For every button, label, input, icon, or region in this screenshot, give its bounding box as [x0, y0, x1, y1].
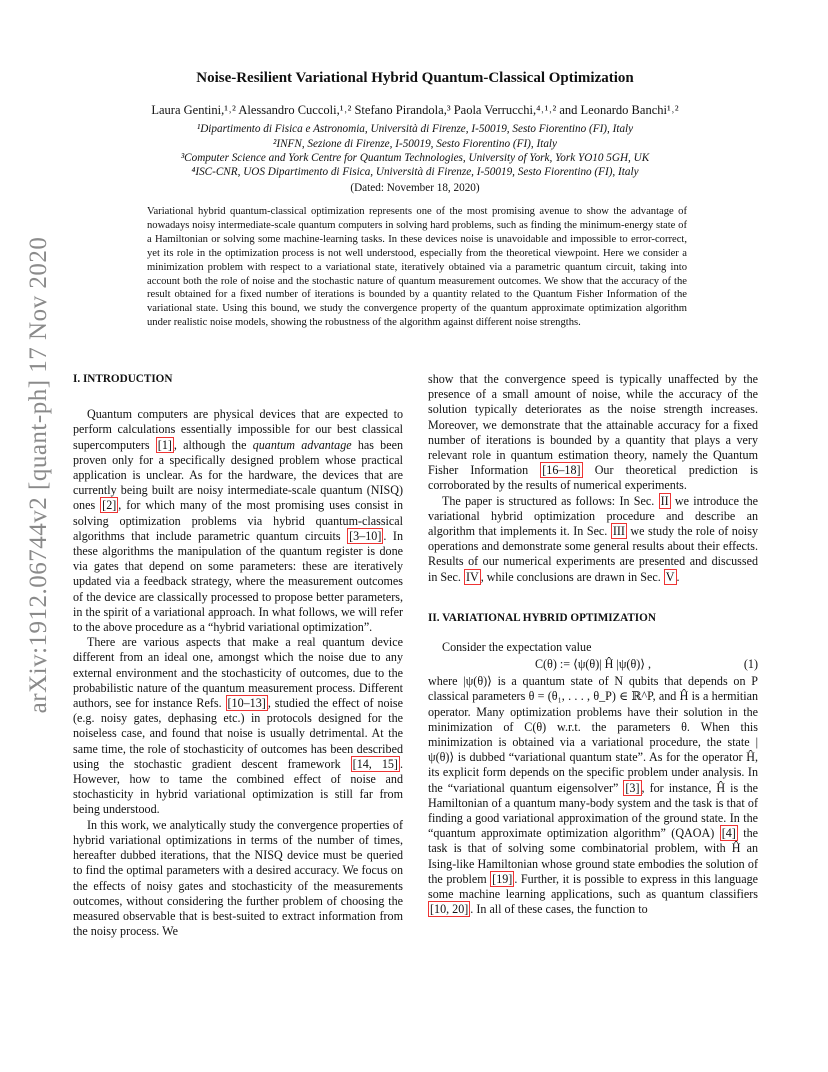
citation-link[interactable]: [1] — [157, 437, 172, 452]
intro-paragraph-1: Quantum computers are physical devices that are expected to perform calculations essentially impossible for our best classical supercomputers [1] , although the quantum advantage has been proven only for a specifically designed problem whose practical application is unclear. As for the hardware, the devices that are currently being built are noisy intermediate-scale quantum (NISQ) ones [2] , for which many of the most promising uses consist in solving optimization problems via hybrid quantum-classical algorithms that include parametric quantum circuits [3–10] . In these algorithms the manipulation of the quantum register is done via gates that depend on some parameters: these are iteratively updated via a feedback strategy, where the measurement outcomes of the device are classically processed to propose better parameters, in the spirit of a variational approach. In what follows, we will refer to the above procedure as a “hybrid variational optimization”. — [73, 407, 403, 635]
right-column — [428, 372, 758, 918]
section-link[interactable]: II — [660, 493, 669, 508]
section-heading-variational: II. VARIATIONAL HYBRID OPTIMIZATION — [428, 611, 656, 624]
left-column — [73, 372, 403, 939]
citation-link[interactable]: [14, 15] — [352, 756, 398, 771]
intro-paragraph-3: In this work, we analytically study the convergence properties of hybrid variational optimizations in terms of the number of times, hereafter dubbed iterations, that the NISQ device must be queried to find the optimal parameters with a desired accuracy. We focus on the effects of noisy gates and stochasticity of the measurements outcomes, without considering the further problem of choosing the measured observable that is best-suited to extract information from the noisy process. We — [73, 817, 403, 939]
citation-link[interactable]: [10, 20] — [430, 902, 469, 917]
citation-link[interactable]: [16–18] — [542, 463, 581, 478]
affiliation-3: ³Computer Science and York Centre for Quantum Technologies, University of York, York YO10 5GH, UK — [180, 152, 650, 164]
affiliation-4: ⁴ISC-CNR, UOS Dipartimento di Fisica, Università di Firenze, I-50019, Sesto Fiorentino (FI), Italy — [191, 166, 639, 178]
equation-number: (1) — [743, 657, 758, 672]
citation-link[interactable]: [2] — [102, 498, 117, 513]
section-link[interactable]: V — [665, 569, 675, 584]
section-heading-introduction: I. INTRODUCTION — [73, 373, 173, 385]
intro-paragraph-4: show that the convergence speed is typically unaffected by the presence of a small amount of noise, while the accuracy of the solution typically deteriorates as the noise strength increases. Moreover, we demonstrate that the attainable accuracy for a fixed number of iterations is bounded by a quantity that plays a very relevant role in quantum estimation theory, namely the Quantum Fisher Information [16–18] Our theoretical prediction is corroborated by the results of numerical experiments. — [428, 372, 759, 493]
abstract: Variational hybrid quantum-classical optimization represents one of the most promising avenue to show the advantage of nowadays noisy intermediate-scale quantum computers in solving hard problems, such as finding the minimum-energy state of a Hamiltonian or solving some machine-learning tasks. In these devices noise is unavoidable and impossible to error-correct, yet its role in the optimization process is not well understood, especially from the theoretical viewpoint. Here we consider a minimization problem with respect to a variational state, iteratively obtained via a parametric quantum circuit, taking into account both the role of noise and the stochastic nature of quantum measurement outcomes. We show that the accuracy of the result obtained for a fixed number of iterations is bounded by a quantity related to the Quantum Fisher Information of the variational state. Using this bound, we study the convergence property of the quantum approximate optimization algorithm under realistic noise models, showing the robustness of the algorithm against different noise strengths. — [147, 206, 687, 329]
citation-link[interactable]: [3–10] — [349, 528, 382, 543]
date-line: (Dated: November 18, 2020) — [350, 182, 480, 194]
section2-paragraph-1: Consider the expectation value — [442, 640, 592, 655]
equation-body: C(θ) := ⟨ψ(θ)| Ĥ |ψ(θ)⟩ , — [534, 657, 652, 672]
citation-link[interactable]: [3] — [625, 780, 640, 795]
arxiv-identifier: arXiv:1912.06744v2 [quant-ph] 17 Nov 2020 — [25, 236, 52, 714]
section2-paragraph-2: where |ψ(θ)⟩ is a quantum state of N qubits that depends on P classical parameters θ = (θ₁, . . . , θ_P) ∈ ℝ^P, and Ĥ is a hermitian operator. Many optimization problems have their solution in the minimization of C(θ) w.r.t. the parameters θ. When this minimization is obtained via a variational procedure, the state |ψ(θ)⟩ is dubbed “variational quantum state”. As for the operator Ĥ, its explicit form depends on the specific problem under analysis. In the “variational quantum eigensolver” [3] , for instance, Ĥ is the Hamiltonian of a quantum many-body system and the task is that of finding a good variational approximation of the ground state. In the “quantum approximate optimization algorithm” (QAOA) [4] the task is that of solving some combinatorial problem, with Ĥ an Ising-like Hamiltonian whose ground state embodies the solution of the problem [19] . Further, it is possible to express in this language some machine learning applications, such as quantum classifiers [10, 20] . In all of these cases, the function to — [428, 674, 759, 917]
citation-link[interactable]: [10–13] — [227, 696, 266, 711]
section-link[interactable]: III — [612, 524, 625, 539]
citation-link[interactable]: [4] — [721, 826, 736, 841]
citation-link[interactable]: [19] — [492, 871, 513, 886]
author-list: Laura Gentini,¹˒² Alessandro Cuccoli,¹˒² Stefano Pirandola,³ Paola Verrucchi,⁴˒¹˒² and Leonardo Banchi¹˒² — [151, 103, 679, 117]
equation-1 — [428, 655, 758, 674]
section-link[interactable]: IV — [465, 569, 479, 584]
intro-paragraph-2: There are various aspects that make a real quantum device different from an ideal one, amongst which the noise due to any external environment and the stochasticity of outcomes, due to the probabilistic nature of the quantum measurement process. Different authors, see for instance Refs. [10–13] , studied the effect of noise (e.g. noisy gates, dephasing etc.) in protocols designed for the noiseless case, and found that noise is usually detrimental. At the same time, the role of stochasticity of outcomes has been described using the stochastic gradient descent framework [14, 15] . However, how to tame the combined effect of noise and stochasticity in hybrid variational optimization is still far from being understood. — [73, 635, 403, 817]
arxiv-sidebar-stamp — [14, 236, 64, 714]
intro-paragraph-5: The paper is structured as follows: In Sec. II we introduce the variational hybrid optimization procedure and describe an algorithm that implements it. In Sec. III we study the role of noisy operations and demonstrate some general results about their effects. Results of our numerical experiments are presented and discussed in Sec. IV , while conclusions are drawn in Sec. V . — [428, 493, 758, 584]
paper-title: Noise-Resilient Variational Hybrid Quantum-Classical Optimization — [196, 70, 634, 86]
affiliation-1: ¹Dipartimento di Fisica e Astronomia, Università di Firenze, I-50019, Sesto Fiorentino (FI), Italy — [196, 123, 634, 135]
affiliation-2: ²INFN, Sezione di Firenze, I-50019, Sesto Fiorentino (FI), Italy — [272, 138, 558, 150]
